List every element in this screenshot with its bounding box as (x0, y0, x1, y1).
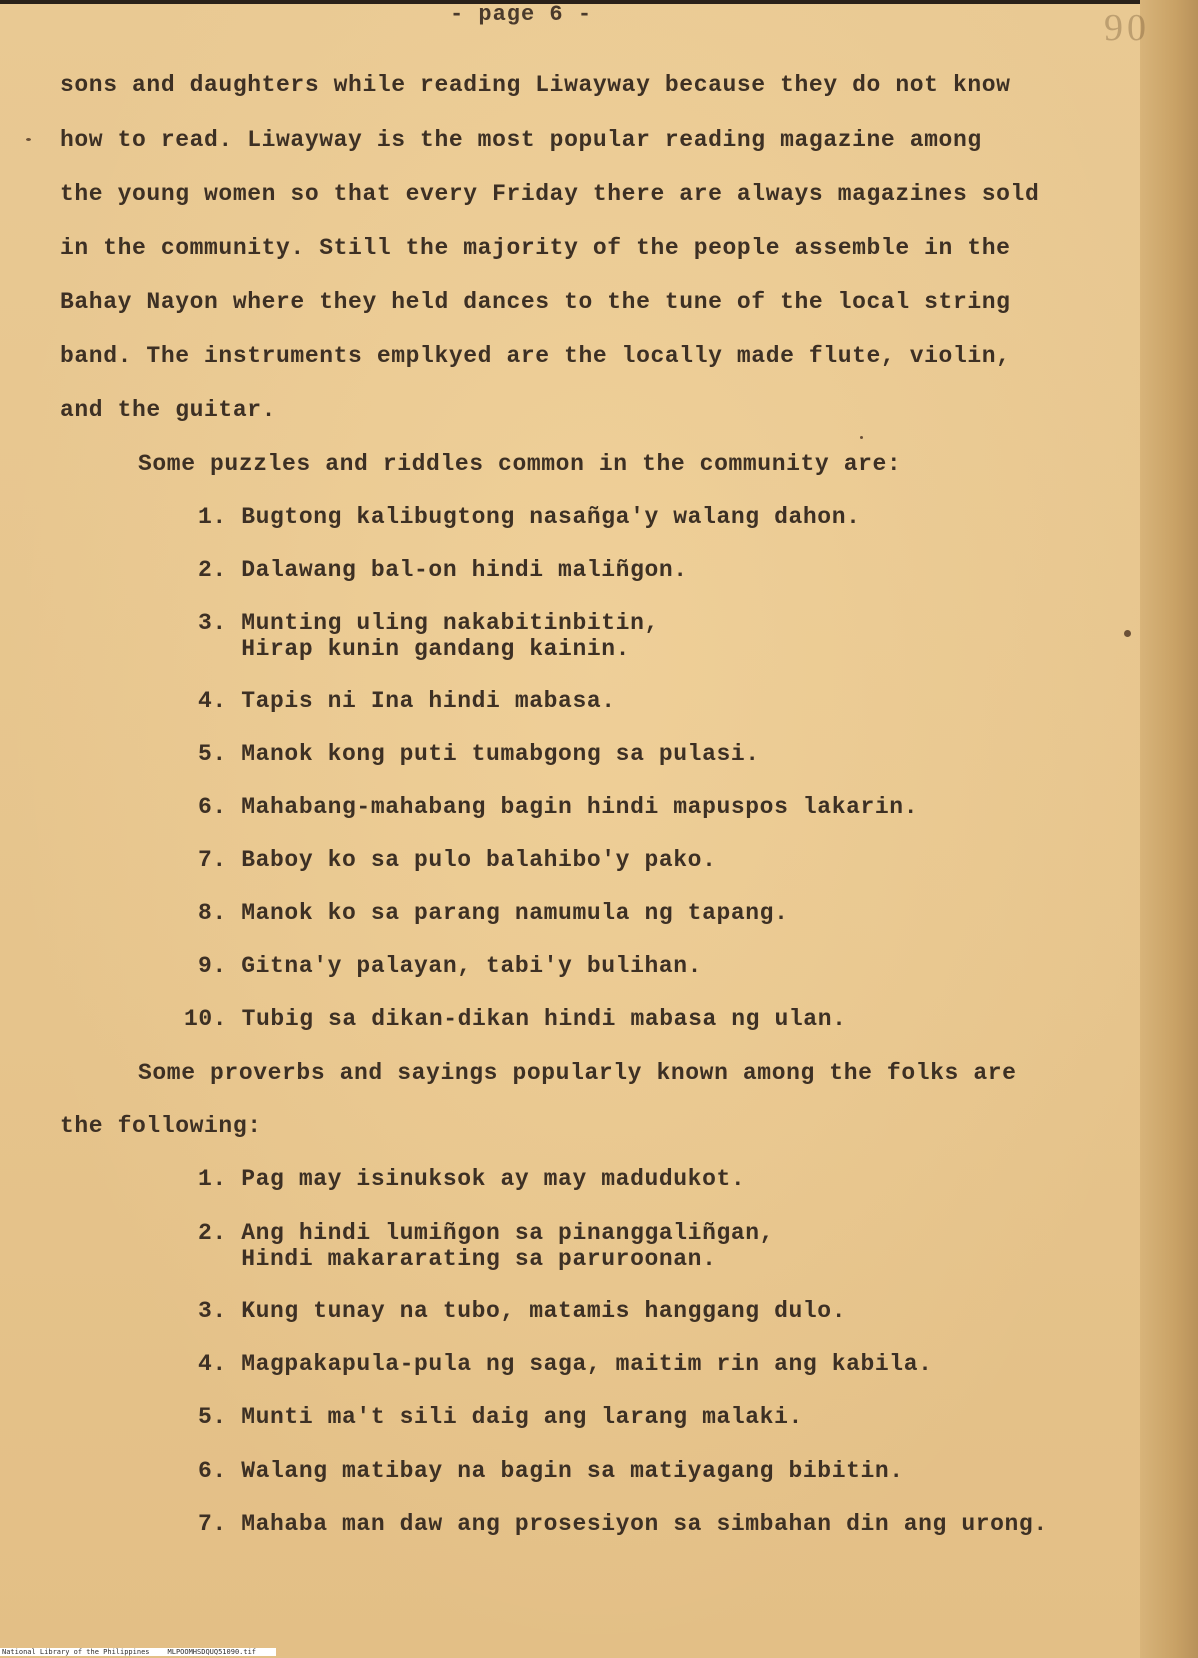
paper-speck (860, 436, 863, 439)
riddle-item: 8. Manok ko sa parang namumula ng tapang. (198, 900, 789, 926)
riddle-item-continued: Hirap kunin gandang kainin. (198, 636, 631, 662)
riddle-item: 9. Gitna'y palayan, tabi'y bulihan. (198, 953, 703, 979)
proverbs-intro: Some proverbs and sayings popularly known among the folks are (138, 1060, 1017, 1086)
proverb-item: 7. Mahaba man daw ang prosesiyon sa simbahan din ang urong. (198, 1511, 1048, 1537)
body-line: sons and daughters while reading Liwayway because they do not know (60, 72, 1011, 98)
proverb-item: 6. Walang matibay na bagin sa matiyagang bibitin. (198, 1458, 904, 1484)
proverb-item: 4. Magpakapula-pula ng saga, maitim rin ang kabila. (198, 1351, 933, 1377)
body-line: how to read. Liwayway is the most popular reading magazine among (60, 127, 982, 153)
body-line: Bahay Nayon where they held dances to the tune of the local string (60, 289, 1011, 315)
body-line: band. The instruments emplkyed are the locally made flute, violin, (60, 343, 1011, 369)
footer-institution: National Library of the Philippines (2, 1648, 150, 1656)
riddle-item: 2. Dalawang bal-on hindi maliñgon. (198, 557, 688, 583)
proverb-item-continued: Hindi makararating sa paruroonan. (198, 1246, 717, 1272)
body-line: the young women so that every Friday there are always magazines sold (60, 181, 1040, 207)
riddle-item: 6. Mahabang-mahabang bagin hindi mapuspos lakarin. (198, 794, 919, 820)
footer-file-id: MLPOOMHSDQUQ51090.tif (167, 1648, 257, 1656)
riddle-item: 7. Baboy ko sa pulo balahibo'y pako. (198, 847, 717, 873)
proverb-item: 2. Ang hindi lumiñgon sa pinanggaliñgan, (198, 1220, 775, 1246)
proverb-item: 3. Kung tunay na tubo, matamis hanggang dulo. (198, 1298, 847, 1324)
riddles-intro: Some puzzles and riddles common in the community are: (138, 451, 902, 477)
proverbs-intro: the following: (60, 1113, 262, 1139)
riddle-item: 5. Manok kong puti tumabgong sa pulasi. (198, 741, 760, 767)
paper-speck (1124, 630, 1131, 637)
body-line: in the community. Still the majority of the people assemble in the (60, 235, 1011, 261)
riddle-item: 3. Munting uling nakabitinbitin, (198, 610, 659, 636)
scan-footer (0, 1648, 276, 1656)
page-stamp-number: 90 (1104, 7, 1150, 49)
body-line: and the guitar. (60, 397, 277, 423)
page-number-header: - page 6 - (450, 2, 593, 27)
proverb-item: 5. Munti ma't sili daig ang larang malaki. (198, 1404, 803, 1430)
proverb-item: 1. Pag may isinuksok ay may madudukot. (198, 1166, 746, 1192)
riddle-item: 4. Tapis ni Ina hindi mabasa. (198, 688, 616, 714)
page-right-edge (1140, 0, 1198, 1658)
paper-speck (26, 138, 31, 141)
riddle-item: 10. Tubig sa dikan-dikan hindi mabasa ng ulan. (184, 1006, 847, 1032)
riddle-item: 1. Bugtong kalibugtong nasañga'y walang dahon. (198, 504, 861, 530)
